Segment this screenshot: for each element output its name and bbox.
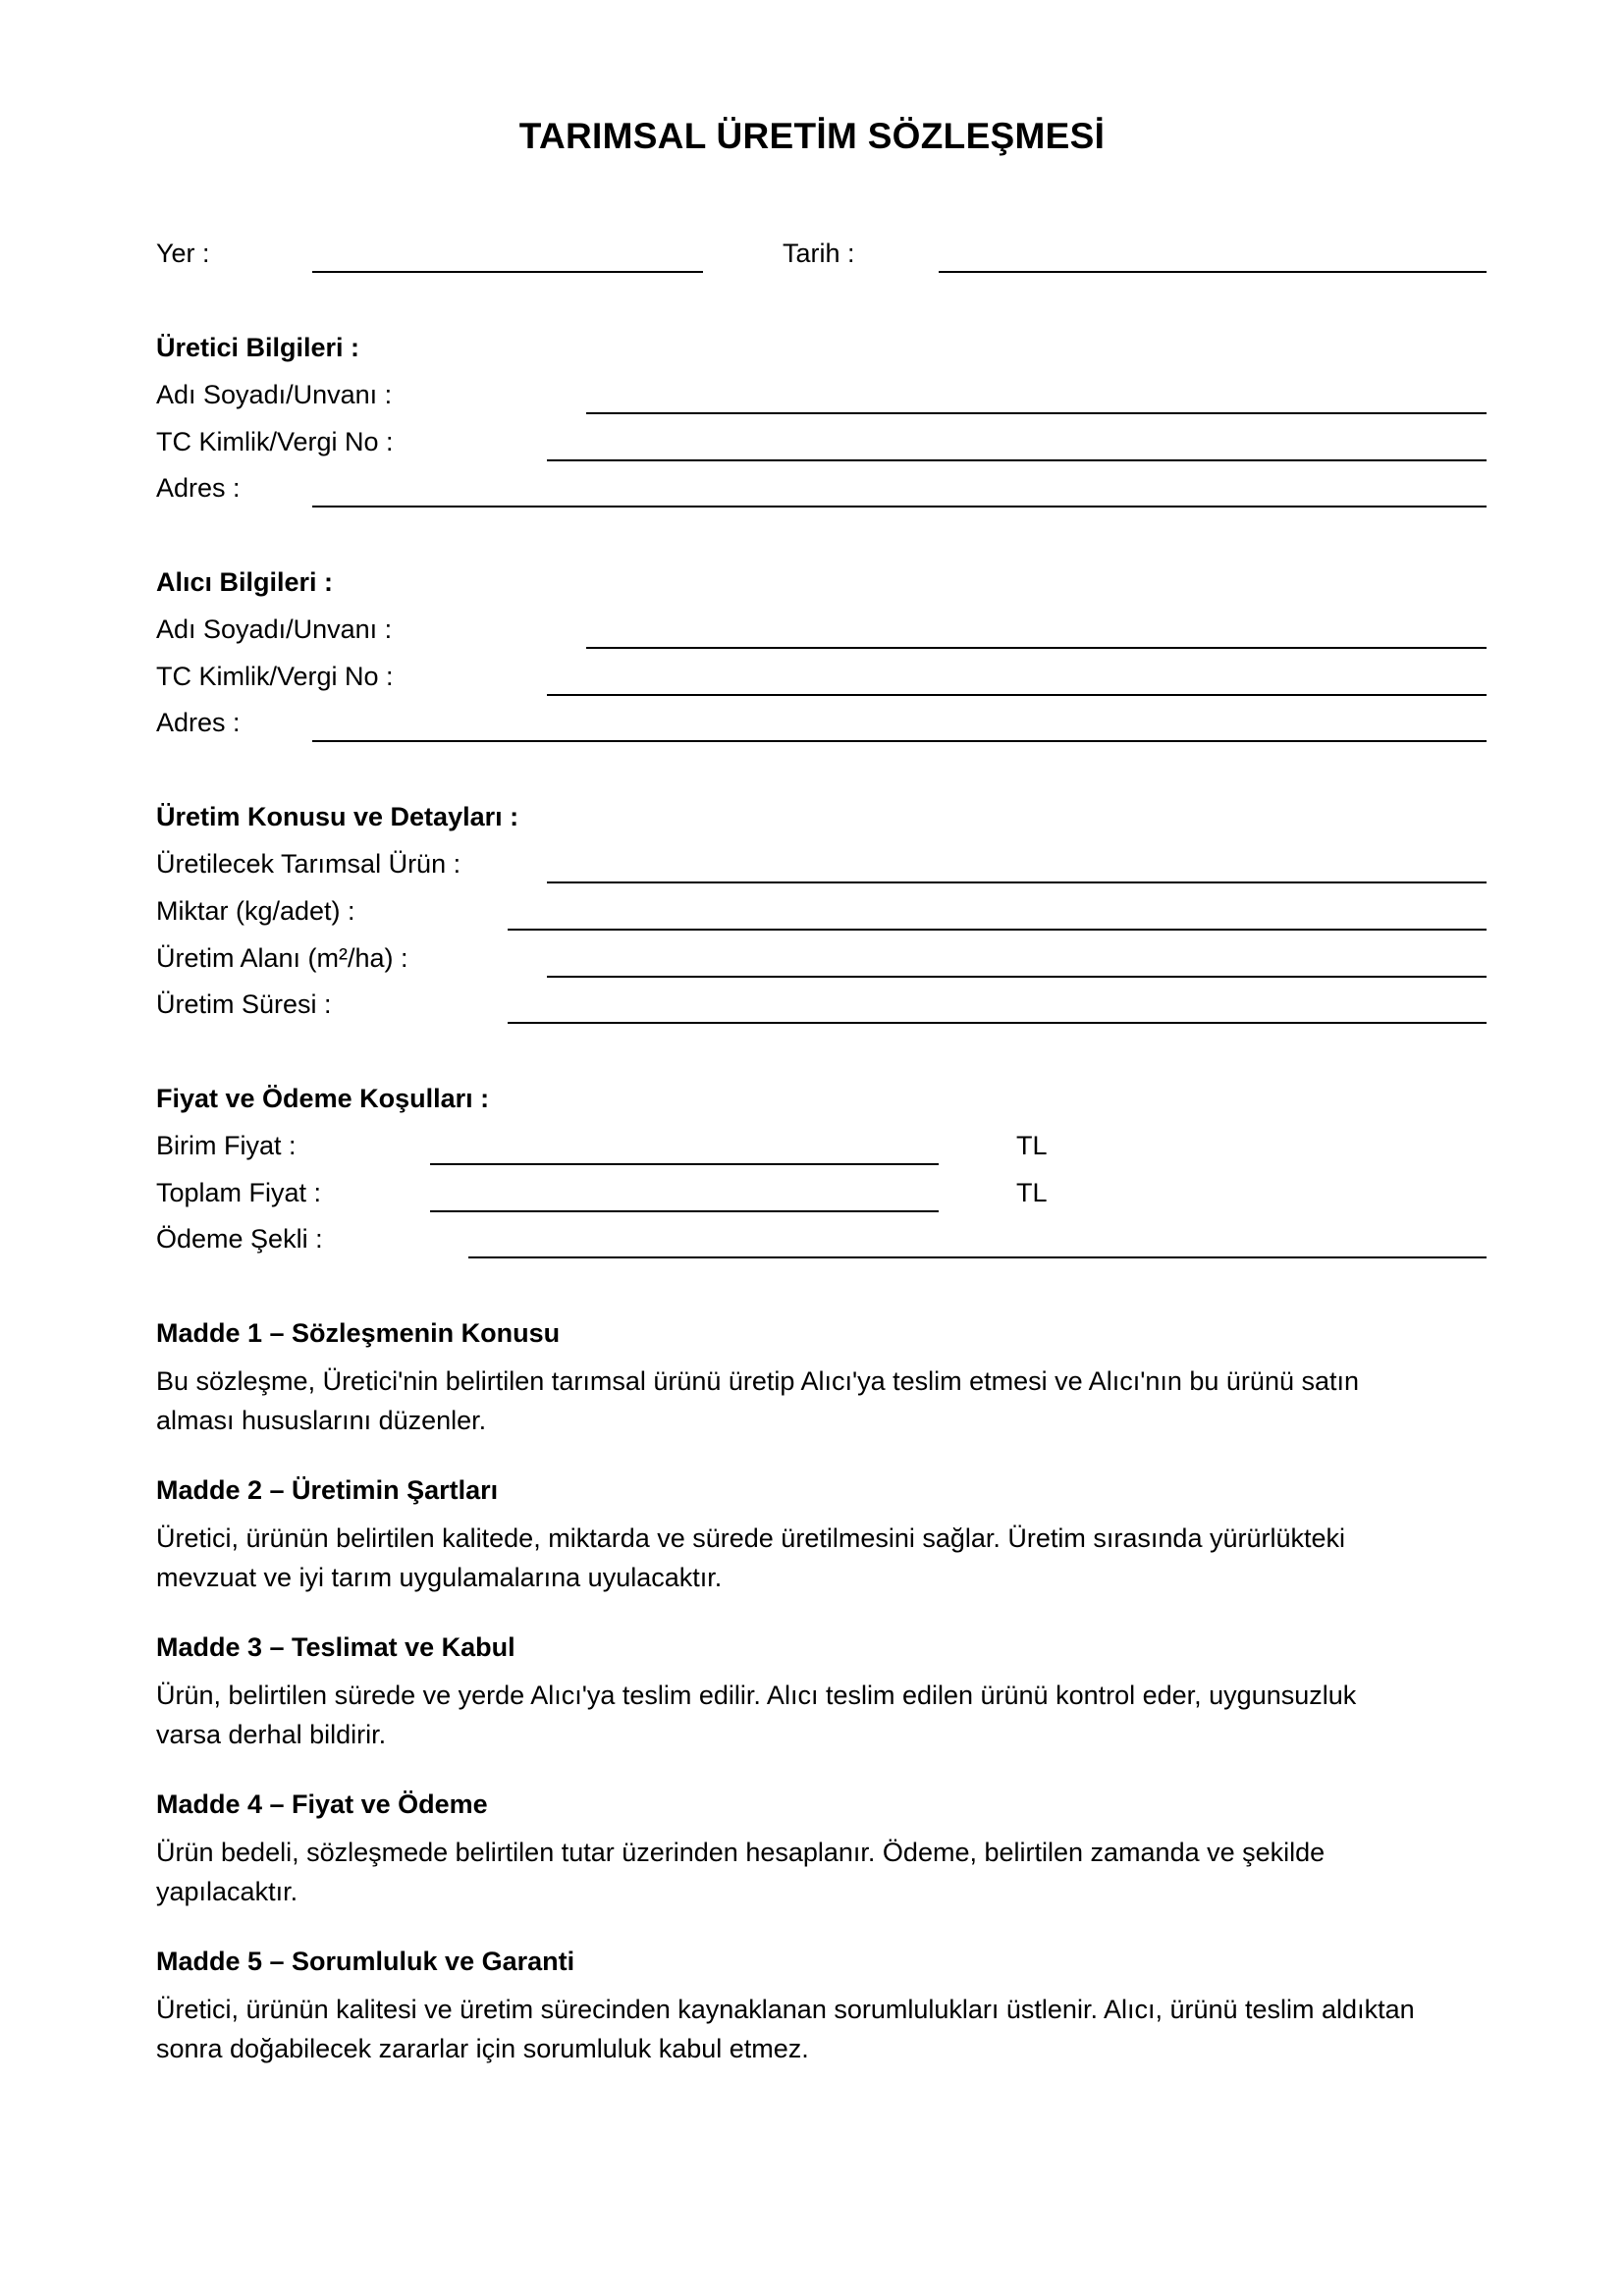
- buyer-name-field-line[interactable]: [586, 647, 1487, 649]
- clause-3-line-2: varsa derhal bildirir.: [156, 1720, 387, 1749]
- clause-4-line-2: yapılacaktır.: [156, 1877, 298, 1906]
- clause-1-line-2: alması hususlarını düzenler.: [156, 1406, 487, 1435]
- quantity-field-line[interactable]: [508, 929, 1487, 931]
- date-field-line[interactable]: [939, 271, 1487, 273]
- clause-1-line-1: Bu sözleşme, Üretici'nin belirtilen tarımsal ürünü üretip Alıcı'ya teslim etmesi ve Alıcı'nın bu ürünü satın: [156, 1366, 1360, 1396]
- producer-id-field-line[interactable]: [547, 459, 1487, 461]
- buyer-name-label: Adı Soyadı/Unvanı :: [156, 614, 393, 644]
- buyer-id-label: TC Kimlik/Vergi No :: [156, 662, 394, 691]
- production-area-label: Üretim Alanı (m²/ha) :: [156, 943, 408, 973]
- clause-1-body: [156, 1362, 1491, 1440]
- clause-4-title: Madde 4 – Fiyat ve Ödeme: [156, 1789, 488, 1819]
- production-duration-field-line[interactable]: [508, 1022, 1487, 1024]
- clause-5-title: Madde 5 – Sorumluluk ve Garanti: [156, 1947, 575, 1976]
- production-heading: Üretim Konusu ve Detayları :: [156, 802, 519, 831]
- clause-2-line-1: Üretici, ürünün belirtilen kalitede, miktarda ve sürede üretilmesini sağlar. Üretim sırasında yürürlükteki: [156, 1523, 1346, 1553]
- place-label: Yer :: [156, 239, 210, 268]
- total-price-label: Toplam Fiyat :: [156, 1178, 322, 1207]
- production-duration-label: Üretim Süresi :: [156, 989, 332, 1019]
- producer-address-field-line[interactable]: [312, 506, 1487, 507]
- unit-price-currency: TL: [1016, 1131, 1048, 1160]
- production-area-field-line[interactable]: [547, 976, 1487, 978]
- clause-3-title: Madde 3 – Teslimat ve Kabul: [156, 1632, 515, 1662]
- quantity-label: Miktar (kg/adet) :: [156, 896, 355, 926]
- clause-4-body: [156, 1833, 1491, 1911]
- payment-method-field-line[interactable]: [468, 1256, 1487, 1258]
- clause-1-title: Madde 1 – Sözleşmenin Konusu: [156, 1318, 561, 1348]
- unit-price-field-line[interactable]: [430, 1163, 939, 1165]
- producer-heading: Üretici Bilgileri :: [156, 333, 360, 362]
- clause-3-line-1: Ürün, belirtilen sürede ve yerde Alıcı'ya teslim edilir. Alıcı teslim edilen ürünü kontrol eder, uygunsuzluk: [156, 1681, 1357, 1710]
- total-price-field-line[interactable]: [430, 1210, 939, 1212]
- producer-name-label: Adı Soyadı/Unvanı :: [156, 380, 393, 409]
- clause-3-body: [156, 1676, 1491, 1754]
- product-field-line[interactable]: [547, 881, 1487, 883]
- clause-5-body: [156, 1990, 1491, 2068]
- unit-price-label: Birim Fiyat :: [156, 1131, 297, 1160]
- clause-5-line-1: Üretici, ürünün kalitesi ve üretim sürecinden kaynaklanan sorumlulukları üstlenir. Alıcı, ürünü teslim aldıktan: [156, 1995, 1415, 2024]
- producer-name-field-line[interactable]: [586, 412, 1487, 414]
- clause-2-title: Madde 2 – Üretimin Şartları: [156, 1475, 499, 1505]
- buyer-address-label: Adres :: [156, 708, 241, 737]
- clause-5-line-2: sonra doğabilecek zararlar için sorumluluk kabul etmez.: [156, 2034, 809, 2063]
- buyer-id-field-line[interactable]: [547, 694, 1487, 696]
- payment-heading: Fiyat ve Ödeme Koşulları :: [156, 1084, 490, 1113]
- total-price-currency: TL: [1016, 1178, 1048, 1207]
- date-label: Tarih :: [783, 239, 855, 268]
- product-label: Üretilecek Tarımsal Ürün :: [156, 849, 461, 879]
- clause-2-body: [156, 1519, 1491, 1597]
- producer-address-label: Adres :: [156, 473, 241, 503]
- buyer-heading: Alıcı Bilgileri :: [156, 567, 334, 597]
- payment-method-label: Ödeme Şekli :: [156, 1224, 323, 1254]
- buyer-address-field-line[interactable]: [312, 740, 1487, 742]
- producer-id-label: TC Kimlik/Vergi No :: [156, 427, 394, 456]
- place-field-line[interactable]: [312, 271, 703, 273]
- clause-2-line-2: mevzuat ve iyi tarım uygulamalarına uyulacaktır.: [156, 1563, 723, 1592]
- clause-4-line-1: Ürün bedeli, sözleşmede belirtilen tutar üzerinden hesaplanır. Ödeme, belirtilen zamanda ve şekilde: [156, 1838, 1326, 1867]
- document-title: TARIMSAL ÜRETİM SÖZLEŞMESİ: [518, 116, 1106, 156]
